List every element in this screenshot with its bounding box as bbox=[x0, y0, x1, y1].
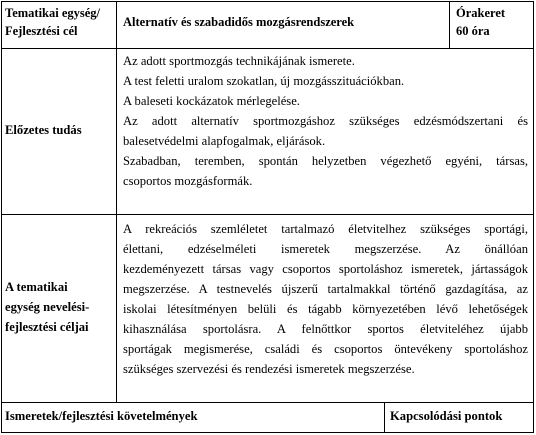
requirements-heading: Ismeretek/fejlesztési követelmények bbox=[5, 409, 198, 423]
col-divider-hours bbox=[449, 1, 450, 49]
connections-heading: Kapcsolódási pontok bbox=[390, 409, 503, 423]
row-divider-1 bbox=[1, 48, 533, 49]
prior-knowledge-line: A baleseti kockázatok mérlegelése. bbox=[123, 94, 300, 108]
hours-label: Órakeret bbox=[456, 6, 506, 20]
prior-knowledge-line: A test feletti uralom szokatlan, új mozgásszituációkban. bbox=[123, 74, 405, 88]
goals-line: iskolai létesítményen belüli és tágabb környezetében lévő lehetőségek bbox=[123, 302, 528, 316]
col-divider-main bbox=[116, 1, 117, 402]
unit-title: Alternatív és szabadidős mozgásrendszerek bbox=[123, 15, 355, 29]
goals-label-line-2: egység nevelési- bbox=[5, 300, 90, 314]
unit-label-line-2: Fejlesztési cél bbox=[5, 24, 78, 38]
goals-label bbox=[5, 277, 113, 337]
hours-cell bbox=[456, 4, 530, 40]
goals-label-line-3: fejlesztési céljai bbox=[5, 320, 89, 334]
unit-title-cell bbox=[123, 13, 443, 31]
prior-knowledge-line: Az adott sportmozgás technikájának ismerete. bbox=[123, 54, 355, 68]
goals-line: sportágak megismerése, családi és csoportos öntevékeny sportoláshoz bbox=[123, 342, 528, 356]
prior-knowledge-line: balesetvédelmi alapfogalmak, eljárások. bbox=[123, 134, 326, 148]
row-divider-2 bbox=[1, 214, 533, 215]
goals-line: megszerzése. A testnevelés újszerű tartalmakkal történő gazdagítása, az bbox=[123, 282, 528, 296]
col-divider-footer bbox=[384, 402, 385, 433]
table-border-bottom bbox=[1, 432, 533, 433]
goals-line: élettani, edzéselméleti ismeretek megszerzése. Az önállóan bbox=[123, 242, 528, 256]
goals-line: kihasználása sportolásra. A felnőttkor sportos életviteléhez újabb bbox=[123, 322, 528, 336]
prior-knowledge-line: Szabadban, teremben, spontán helyzetben végezhető egyéni, társas, bbox=[123, 154, 528, 168]
goals-label-line-1: A tematikai bbox=[5, 280, 68, 294]
table-border-left bbox=[1, 1, 2, 433]
table-border-right bbox=[533, 1, 534, 433]
goals-line: A rekreációs szemléletet tartalmazó életvitelhez szükséges sportági, bbox=[123, 222, 528, 236]
unit-label-line-1: Tematikai egység/ bbox=[5, 6, 101, 20]
goals-content bbox=[123, 219, 528, 379]
unit-label-cell bbox=[5, 4, 115, 40]
prior-knowledge-line: csoportos mozgásformák. bbox=[123, 174, 253, 188]
table-border-top bbox=[1, 1, 533, 2]
goals-line: szükséges szervezési és rendezési ismeretek megszerzése. bbox=[123, 362, 415, 376]
prior-knowledge-line: Az adott alternatív sportmozgáshoz szükséges edzésmódszertani és bbox=[123, 114, 528, 128]
hours-value: 60 óra bbox=[456, 24, 490, 38]
prior-knowledge-label: Előzetes tudás bbox=[5, 123, 82, 137]
goals-line: kezdeményezett társas vagy csoportos sportoláshoz ismeretek, jártasságok bbox=[123, 262, 528, 276]
row-divider-3 bbox=[1, 402, 533, 403]
prior-knowledge-content bbox=[123, 51, 528, 191]
